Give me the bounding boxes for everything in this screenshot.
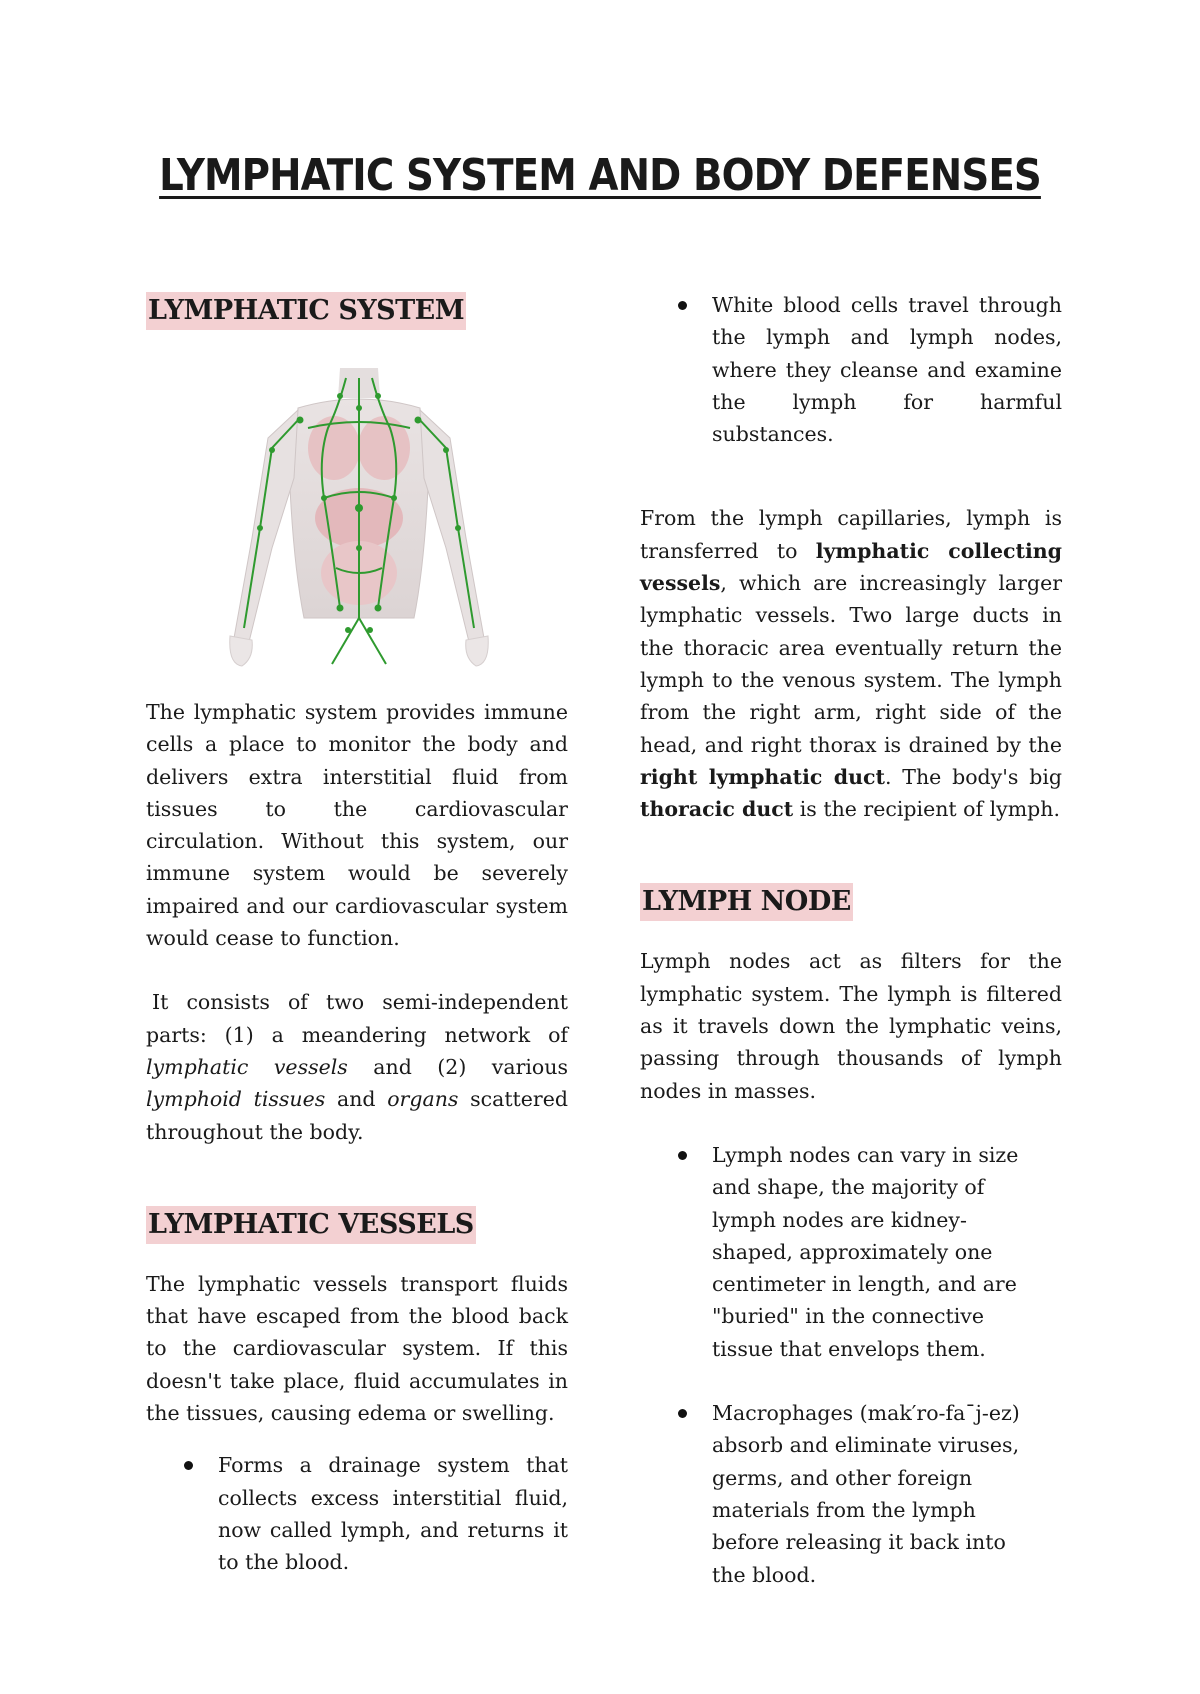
- lymph-node-bullets: [640, 1139, 1040, 1591]
- p2-text-c: and (2) various: [347, 1054, 568, 1079]
- lymphatic-vessels-bullets-right: [640, 289, 1062, 450]
- lymphatic-vessels-paragraph-2: [640, 502, 1062, 825]
- p2-text-g: scattered throughout the body.: [146, 1087, 568, 1144]
- term-thoracic-duct: thoracic duct: [640, 797, 794, 822]
- list-item: Lymph nodes can vary in size and shape, the majority of lymph nodes are kidney-shaped, approximately one centimeter in length, and are "buried" in the connective tissue that envelops them.: [640, 1139, 1040, 1365]
- heading-lymphatic-vessels: LYMPHATIC VESSELS: [146, 1206, 476, 1244]
- page-title: [72, 150, 1128, 201]
- lymphatic-system-paragraph-2: [146, 986, 568, 1147]
- p2-text-e: and: [325, 1087, 388, 1112]
- p2-text-g: is the recipient of lymph.: [793, 797, 1061, 822]
- heading-lymphatic-system: LYMPHATIC SYSTEM: [146, 292, 466, 330]
- lymph-node-paragraph-1: Lymph nodes act as filters for the lymphatic system. The lymph is filtered as it travels down the lymphatic veins, passing through thousands of lymph nodes in masses.: [640, 949, 1062, 1103]
- heading-lymph-node: LYMPH NODE: [640, 883, 853, 921]
- lymphatic-system-body-illustration-icon: [228, 368, 490, 668]
- lymphatic-system-paragraph-1: The lymphatic system provides immune cells a place to monitor the body and delivers extra interstitial fluid from tissues to the cardiovascular circulation. Without this system, our immune system would be severely impaired and our cardiovascular system would cease to function.: [146, 700, 568, 951]
- lymphatic-vessels-paragraph-1: The lymphatic vessels transport fluids that have escaped from the blood back to the cardiovascular system. If this doesn't take place, fluid accumulates in the tissues, causing edema or swelling.: [146, 1271, 568, 1426]
- term-lymphatic-vessels: lymphatic vessels: [146, 1054, 348, 1079]
- term-lymphoid-tissues: lymphoid tissues: [146, 1087, 326, 1112]
- p2-text-e: . The body's big: [884, 764, 1062, 789]
- term-lymphatic-collecting-vessels: lymphatic collecting vessels: [640, 538, 1063, 596]
- left-column: [146, 292, 568, 1579]
- list-item: Forms a drainage system that collects excess interstitial fluid, now called lymph, and returns it to the blood.: [146, 1449, 568, 1578]
- p2-text-c: , which are increasingly larger lymphatic vessels. Two large ducts in the thoracic area eventually return the lymph to the venous system. The lymph from the right arm, right side of the head, and right thorax is drained by the: [640, 571, 1062, 757]
- right-column: [640, 289, 1062, 1591]
- lymphatic-vessels-bullets-left: [146, 1449, 568, 1578]
- p2-text-a: From the lymph capillaries, lymph is transferred to: [640, 506, 1062, 563]
- term-right-lymphatic-duct: right lymphatic duct: [640, 764, 885, 789]
- list-item: White blood cells travel through the lymph and lymph nodes, where they cleanse and examine the lymph for harmful substances.: [640, 289, 1062, 450]
- list-item: Macrophages (mak′ro-fa¯j-ez) absorb and eliminate viruses, germs, and other foreign materials from the lymph before releasing it back into the blood.: [640, 1397, 1040, 1591]
- term-organs: organs: [387, 1087, 459, 1112]
- page-title-text: LYMPHATIC SYSTEM AND BODY DEFENSES: [159, 150, 1041, 201]
- p2-text-a: It consists of two semi-independent parts: (1) a meandering network of: [146, 990, 568, 1047]
